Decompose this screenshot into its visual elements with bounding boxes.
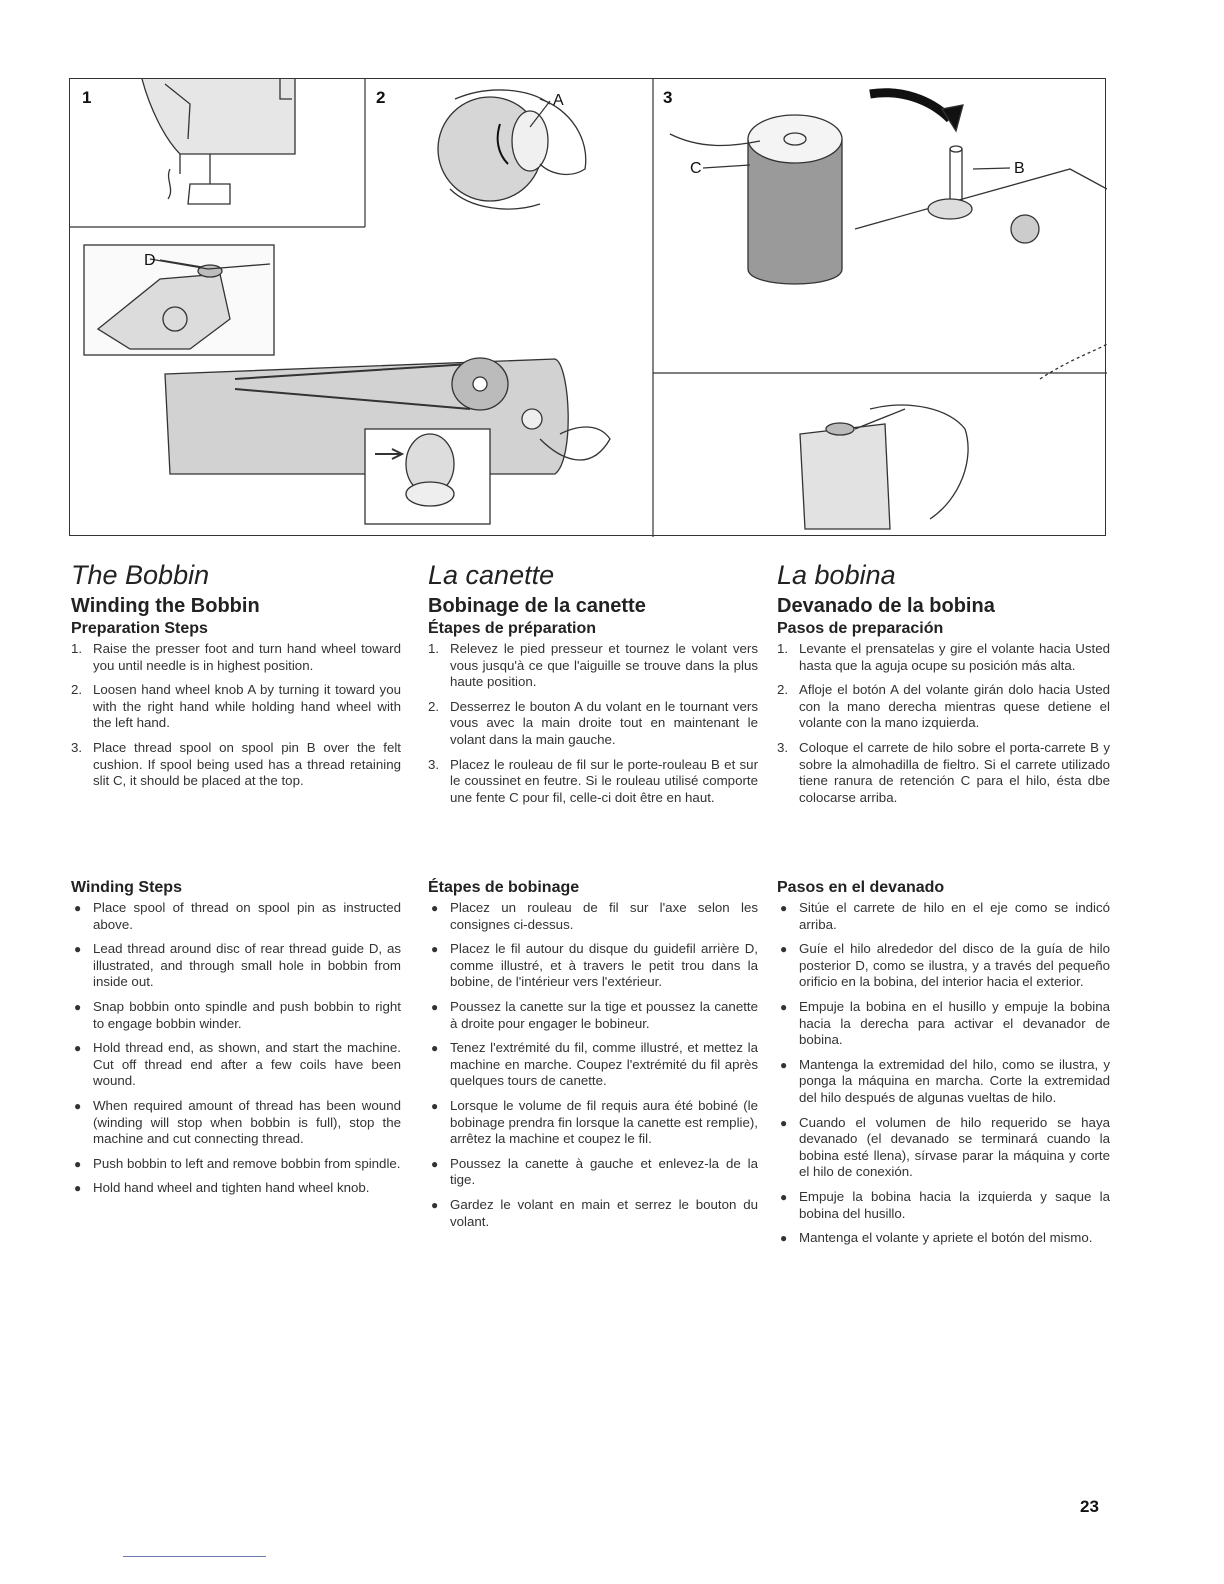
step-text: Place thread spool on spool pin B over the felt cushion. If spool being used has a thread retaining slit C, it should be placed at the top.	[93, 739, 401, 789]
list-item	[777, 641, 1110, 674]
preparation-heading: Pasos de preparación	[777, 620, 944, 637]
step-text: Levante el prensatelas y gire el volante hacia Usted hasta que la aguja ocupe su posición más alta.	[799, 641, 1110, 673]
panel-3-spool-drawing	[670, 93, 1107, 379]
step-number: 2.	[428, 698, 440, 714]
step-text: Placez un rouleau de fil sur l'axe selon les consignes ci-dessus.	[450, 900, 758, 932]
step-text: Empuje la bobina en el husillo y empuje la bobina hacia la derecha para activar el devanador de bobina.	[799, 998, 1110, 1048]
list-item	[428, 900, 758, 933]
bullet-icon: ●	[431, 942, 439, 957]
step-text: Relevez le pied presseur et tournez le volant vers vous jusqu'à ce que l'aiguille se trouve dans la plus haute position.	[450, 641, 758, 690]
step-text: Poussez la canette sur la tige et poussez la canette à droite pour engager le bobineur.	[450, 998, 758, 1031]
list-item	[777, 999, 1110, 1049]
illustration-figure	[69, 78, 1106, 536]
step-number: 2.	[71, 682, 83, 698]
bullet-icon: ●	[74, 942, 82, 957]
winding-steps-list	[428, 900, 758, 1230]
label-d: D	[144, 252, 156, 269]
bullet-icon: ●	[780, 1057, 788, 1072]
preparation-steps-list	[71, 641, 401, 875]
list-item	[71, 999, 401, 1032]
section-title: La bobina	[777, 560, 896, 590]
column-english	[71, 560, 401, 1205]
winding-heading: Pasos en el devanado	[777, 879, 945, 896]
step-text: Hold thread end, as shown, and start the machine. Cut off thread end after a few coils have been wound.	[93, 1040, 401, 1089]
panel-number-2: 2	[376, 88, 386, 107]
step-text: Poussez la canette à gauche et enlevez-la de la tige.	[450, 1155, 758, 1188]
section-title: The Bobbin	[71, 560, 210, 590]
bullet-icon: ●	[780, 942, 788, 957]
list-item	[777, 740, 1110, 806]
list-item	[428, 1040, 758, 1090]
section-heading: Devanado de la bobina	[777, 595, 995, 617]
winding-section	[777, 877, 1110, 1247]
panel-bobbin-winder-drawing	[165, 358, 610, 524]
column-french	[428, 560, 758, 1238]
list-item	[428, 757, 758, 807]
bullet-icon: ●	[74, 901, 82, 915]
step-text: Mantenga el volante y apriete el botón del mismo.	[799, 1230, 1093, 1246]
bullet-icon: ●	[431, 1041, 439, 1056]
bullet-icon: ●	[431, 1098, 439, 1113]
panel-number-1: 1	[82, 88, 92, 107]
winding-heading: Étapes de bobinage	[428, 879, 580, 896]
winding-heading: Winding Steps	[71, 879, 182, 896]
bullet-icon: ●	[780, 999, 788, 1014]
step-number: 3.	[428, 756, 440, 772]
panel-number-3: 3	[663, 88, 673, 107]
list-item	[777, 682, 1110, 732]
panel-1-presser-foot-drawing	[142, 79, 295, 204]
step-number: 1.	[777, 641, 789, 656]
step-number: 2.	[777, 682, 789, 698]
list-item	[777, 1230, 1110, 1247]
footer-rule	[123, 1556, 266, 1557]
step-text: Lead thread around disc of rear thread guide D, as illustrated, and through small hole in bobbin from inside out.	[93, 941, 401, 990]
step-text: Placez le fil autour du disque du guidefil arrière D, comme illustré, et à travers le petit trou dans la bobine, de l'intérieur vers l'extérieur.	[450, 941, 758, 990]
list-item	[428, 999, 758, 1032]
list-item	[71, 941, 401, 991]
winding-section	[71, 877, 401, 1197]
list-item	[777, 1189, 1110, 1222]
step-text: Push bobbin to left and remove bobbin from spindle.	[93, 1155, 401, 1171]
bullet-icon: ●	[431, 901, 439, 915]
step-text: Afloje el botón A del volante girán dolo hacia Usted con la mano derecha mientras quese detiene el volante con la mano izquierda.	[799, 682, 1110, 731]
bullet-icon: ●	[780, 1231, 788, 1246]
list-item	[71, 1156, 401, 1173]
list-item	[71, 682, 401, 732]
bullet-icon: ●	[780, 1189, 788, 1204]
step-number: 1.	[428, 641, 440, 656]
step-text: Placez le rouleau de fil sur le porte-rouleau B et sur le coussinet en feutre. Si le rouleau utilisé comporte une fente C pour fil, celle-ci doit être en haut.	[450, 756, 758, 805]
bullet-icon: ●	[431, 999, 439, 1014]
list-item	[428, 699, 758, 749]
bullet-icon: ●	[74, 1181, 82, 1196]
preparation-steps-list	[777, 641, 1110, 875]
step-number: 3.	[777, 739, 789, 755]
preparation-heading: Étapes de préparation	[428, 620, 597, 637]
step-text: Empuje la bobina hacia la izquierda y saque la bobina del husillo.	[799, 1188, 1110, 1221]
bullet-icon: ●	[780, 901, 788, 915]
bullet-icon: ●	[780, 1115, 788, 1130]
preparation-steps-list	[428, 641, 758, 875]
step-number: 3.	[71, 739, 83, 755]
step-text: Snap bobbin onto spindle and push bobbin to right to engage bobbin winder.	[93, 998, 401, 1031]
step-text: Coloque el carrete de hilo sobre el porta-carrete B y sobre la almohadilla de fieltro. Si el carrete utilizado tiene ranura de retención C para el hilo, ésta dbe colocarse arriba.	[799, 739, 1110, 805]
list-item	[428, 1098, 758, 1148]
step-text: Cuando el volumen de hilo requerido se haya devanado (el devanado se terminará cuando la bobina esté llena), sírvase parar la máquina y corte el hilo de conexión.	[799, 1114, 1110, 1180]
list-item	[71, 900, 401, 933]
label-a: A	[553, 92, 564, 109]
bullet-icon: ●	[74, 1156, 82, 1171]
step-text: Sitúe el carrete de hilo en el eje como se indicó arriba.	[799, 900, 1110, 932]
list-item	[777, 900, 1110, 933]
winding-steps-list	[71, 900, 401, 1197]
winding-section	[428, 877, 758, 1230]
list-item	[71, 1098, 401, 1148]
step-text: Tenez l'extrémité du fil, comme illustré, et mettez la machine en marche. Coupez l'extrémité du fil après quelques tours de canette.	[450, 1040, 758, 1089]
step-text: Place spool of thread on spool pin as instructed above.	[93, 900, 401, 932]
winding-steps-list	[777, 900, 1110, 1247]
illustration-drawing	[70, 79, 1107, 537]
bullet-icon: ●	[74, 999, 82, 1014]
panel-thread-guide-drawing	[84, 245, 274, 355]
bullet-icon: ●	[431, 1156, 439, 1171]
label-c: C	[690, 160, 702, 177]
section-title: La canette	[428, 560, 555, 590]
list-item	[777, 941, 1110, 991]
step-text: Raise the presser foot and turn hand wheel toward you until needle is in highest position.	[93, 641, 401, 673]
step-text: Gardez le volant en main et serrez le bouton du volant.	[450, 1196, 758, 1229]
list-item	[428, 1156, 758, 1189]
list-item	[71, 740, 401, 790]
list-item	[777, 1115, 1110, 1181]
step-text: Mantenga la extremidad del hilo, como se ilustra, y ponga la máquina en marcha. Corte la extremidad del hilo después de algunas vueltas de hilo.	[799, 1056, 1110, 1105]
list-item	[428, 1197, 758, 1230]
section-heading: Bobinage de la canette	[428, 595, 646, 617]
step-text: Desserrez le bouton A du volant en le tournant vers vous avec la main droite tout en maintenant le volant dans la main gauche.	[450, 698, 758, 747]
preparation-heading: Preparation Steps	[71, 620, 208, 637]
list-item	[428, 941, 758, 991]
step-text: Loosen hand wheel knob A by turning it toward you with the right hand while holding hand wheel with the left hand.	[93, 682, 401, 731]
panel-hand-holding-thread-drawing	[800, 405, 968, 529]
list-item	[71, 1040, 401, 1090]
list-item	[428, 641, 758, 691]
list-item	[777, 1057, 1110, 1107]
bullet-icon: ●	[431, 1197, 439, 1212]
step-number: 1.	[71, 641, 83, 656]
bullet-icon: ●	[74, 1098, 82, 1113]
step-text: Hold hand wheel and tighten hand wheel knob.	[93, 1180, 370, 1196]
label-b: B	[1014, 160, 1025, 177]
step-text: Lorsque le volume de fil requis aura été bobiné (le bobinage prendra fin lorsque la canette est remplie), arrêtez la machine et coupez le fil.	[450, 1097, 758, 1147]
bullet-icon: ●	[74, 1041, 82, 1056]
section-heading: Winding the Bobbin	[71, 595, 260, 617]
list-item	[71, 1180, 401, 1197]
page-number: 23	[1080, 1497, 1099, 1516]
step-text: Guíe el hilo alrededor del disco de la guía de hilo posterior D, como se ilustra, y a través del pequeño orificio en la bobina, del interior hacia el exterior.	[799, 941, 1110, 990]
step-text: When required amount of thread has been wound (winding will stop when bobbin is full), stop the machine and cut connecting thread.	[93, 1097, 401, 1147]
list-item	[71, 641, 401, 674]
column-spanish	[777, 560, 1110, 1255]
